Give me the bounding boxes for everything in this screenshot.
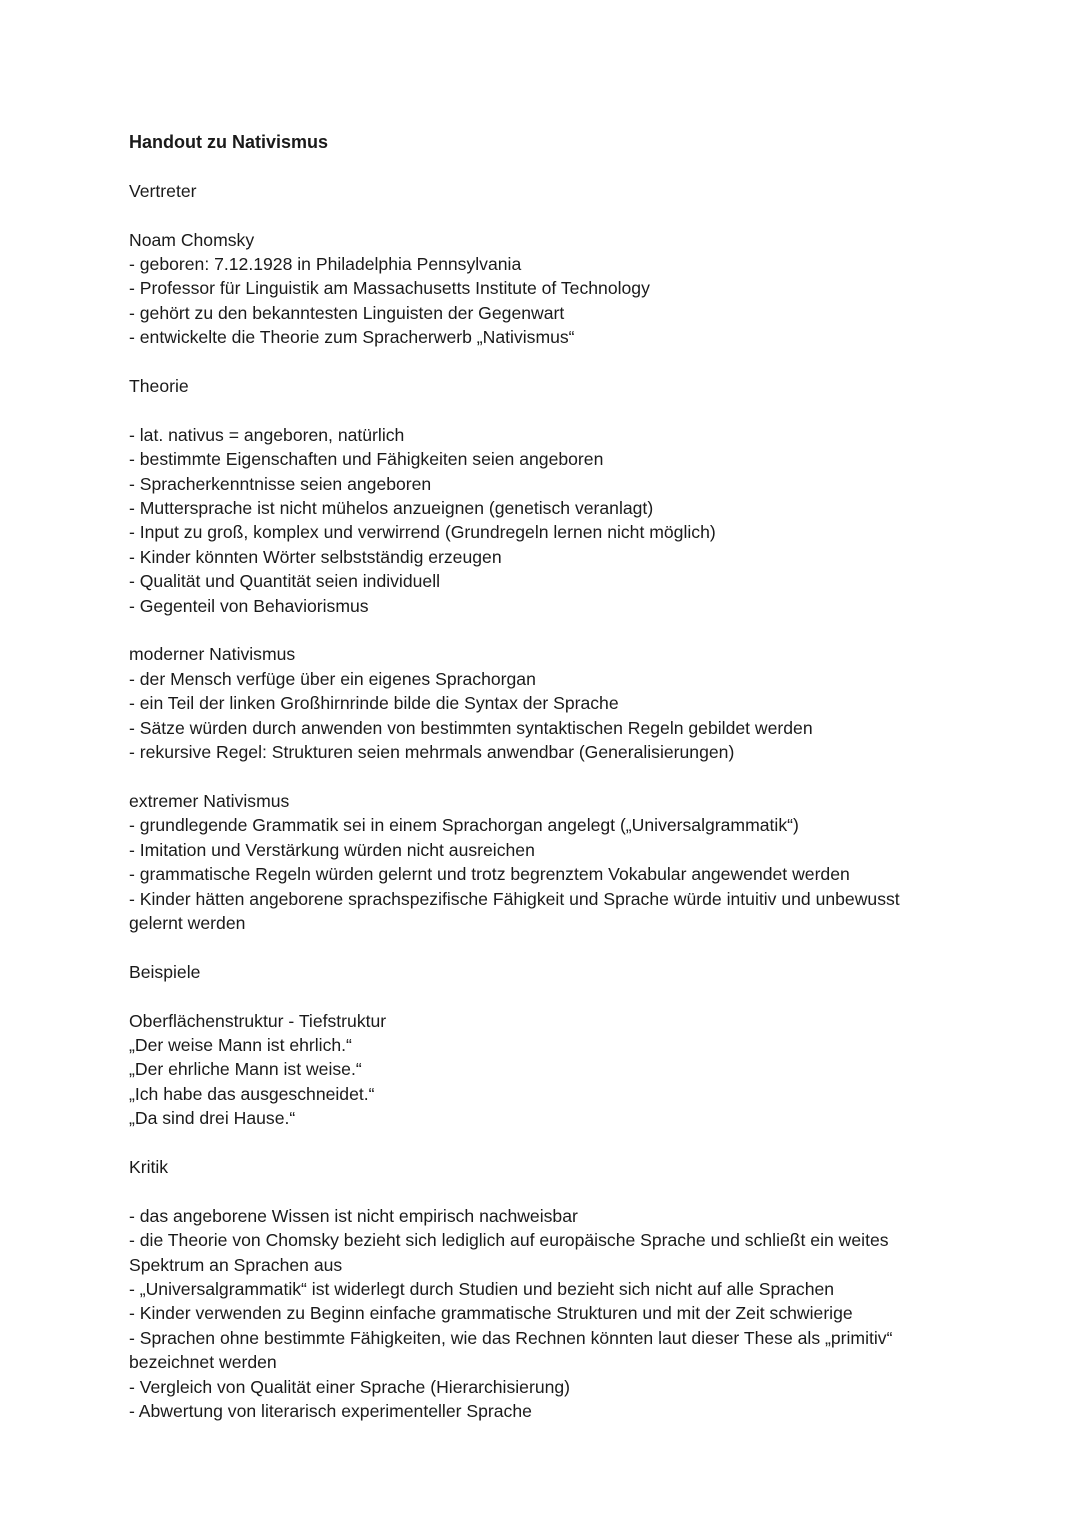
list-item: - lat. nativus = angeboren, natürlich <box>129 424 405 445</box>
list-item: - Sprachen ohne bestimmte Fähigkeiten, wie das Rechnen könnten laut dieser These als „primitiv“ <box>129 1327 893 1348</box>
section-heading-vertreter: Vertreter <box>129 180 197 201</box>
example-sentence: „Ich habe das ausgeschneidet.“ <box>129 1083 375 1104</box>
example-sentence: „Da sind drei Hause.“ <box>129 1108 296 1129</box>
document-page <box>129 130 949 1423</box>
section-heading-kritik: Kritik <box>129 1156 169 1177</box>
list-item: - „Universalgrammatik“ ist widerlegt durch Studien und bezieht sich nicht auf alle Sprachen <box>129 1278 835 1299</box>
section-heading-moderner: moderner Nativismus <box>129 644 296 665</box>
list-item-continuation: bezeichnet werden <box>129 1352 277 1373</box>
subheading-structure: Oberflächenstruktur - Tiefstruktur <box>129 1010 387 1031</box>
example-sentence: „Der ehrliche Mann ist weise.“ <box>129 1059 362 1080</box>
list-item: - Kinder hätten angeborene sprachspezifische Fähigkeit und Sprache würde intuitiv und unbewusst <box>129 888 900 909</box>
list-item: - die Theorie von Chomsky bezieht sich lediglich auf europäische Sprache und schließt ein weites <box>129 1230 889 1251</box>
list-item: - Input zu groß, komplex und verwirrend (Grundregeln lernen nicht möglich) <box>129 522 716 543</box>
list-item: - entwickelte die Theorie zum Spracherwerb „Nativismus“ <box>129 327 575 348</box>
list-item: - der Mensch verfüge über ein eigenes Sprachorgan <box>129 668 536 689</box>
list-item-continuation: gelernt werden <box>129 912 246 933</box>
document-title: Handout zu Nativismus <box>129 132 329 152</box>
list-item: - Professor für Linguistik am Massachusetts Institute of Technology <box>129 278 650 299</box>
list-item: - Vergleich von Qualität einer Sprache (Hierarchisierung) <box>129 1376 571 1397</box>
list-item: - bestimmte Eigenschaften und Fähigkeiten seien angeboren <box>129 449 604 470</box>
example-sentence: „Der weise Mann ist ehrlich.“ <box>129 1034 352 1055</box>
list-item: - Muttersprache ist nicht mühelos anzueignen (genetisch veranlagt) <box>129 498 654 519</box>
list-item: - Qualität und Quantität seien individuell <box>129 571 441 592</box>
list-item: - geboren: 7.12.1928 in Philadelphia Pennsylvania <box>129 254 522 274</box>
list-item: - das angeborene Wissen ist nicht empirisch nachweisbar <box>129 1205 578 1226</box>
list-item: - Imitation und Verstärkung würden nicht ausreichen <box>129 839 535 860</box>
list-item: - Kinder könnten Wörter selbstständig erzeugen <box>129 546 502 567</box>
section-heading-extremer: extremer Nativismus <box>129 790 290 811</box>
person-name: Noam Chomsky <box>129 229 255 250</box>
section-heading-theorie: Theorie <box>129 376 189 397</box>
list-item-continuation: Spektrum an Sprachen aus <box>129 1254 343 1275</box>
list-item: - Kinder verwenden zu Beginn einfache grammatische Strukturen und mit der Zeit schwierige <box>129 1303 853 1324</box>
list-item: - grammatische Regeln würden gelernt und trotz begrenztem Vokabular angewendet werden <box>129 864 850 885</box>
list-item: - rekursive Regel: Strukturen seien mehrmals anwendbar (Generalisierungen) <box>129 742 735 763</box>
list-item: - ein Teil der linken Großhirnrinde bilde die Syntax der Sprache <box>129 693 619 714</box>
list-item: - Gegenteil von Behaviorismus <box>129 595 369 616</box>
list-item: - Abwertung von literarisch experimenteller Sprache <box>129 1400 532 1421</box>
list-item: - Sätze würden durch anwenden von bestimmten syntaktischen Regeln gebildet werden <box>129 717 813 738</box>
list-item: - Spracherkenntnisse seien angeboren <box>129 473 432 494</box>
list-item: - gehört zu den bekanntesten Linguisten der Gegenwart <box>129 302 565 323</box>
list-item: - grundlegende Grammatik sei in einem Sprachorgan angelegt („Universalgrammatik“) <box>129 815 799 836</box>
section-heading-beispiele: Beispiele <box>129 961 201 982</box>
